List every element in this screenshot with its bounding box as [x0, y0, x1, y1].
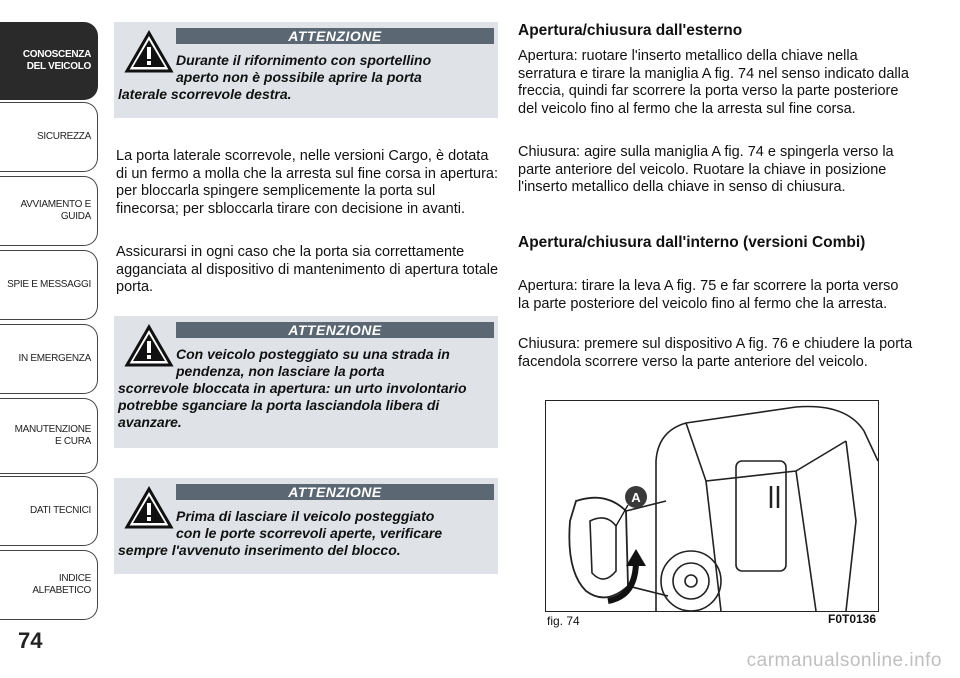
warning-text — [118, 52, 490, 103]
warning-box — [114, 316, 498, 448]
tab-label: MANUTENZIONE E CURA — [14, 424, 91, 447]
tab-spie-e-messaggi[interactable] — [0, 250, 98, 320]
body-paragraph: Chiusura: agire sulla maniglia A fig. 74 e spingerla verso la parte anteriore del veicolo. Ruotare la chiave in posizione l'inserto metallico della chiave in senso di chiusura. — [518, 144, 894, 195]
tab-label: INDICE ALFABETICO — [32, 573, 91, 596]
warning-title: ATTENZIONE — [176, 484, 494, 500]
warning-text-line: scorrevole bloccata in apertura: un urto involontario potrebbe sganciare la porta lasciandola libera di avanzare. — [118, 380, 467, 430]
warning-text-line: Durante il rifornimento con sportellino — [176, 52, 432, 68]
warning-text-line: Prima di lasciare il veicolo posteggiato — [176, 508, 435, 524]
section-heading: Apertura/chiusura dall'esterno — [518, 22, 743, 39]
warning-box — [114, 478, 498, 574]
tab-label: AVVIAMENTO E GUIDA — [20, 199, 91, 222]
tab-manutenzione-e-cura[interactable] — [0, 398, 98, 474]
warning-title: ATTENZIONE — [176, 28, 494, 44]
tab-indice-alfabetico[interactable] — [0, 550, 98, 620]
warning-box — [114, 22, 498, 118]
figure-code: F0T0136 — [828, 612, 877, 626]
tab-label: DATI TECNICI — [29, 505, 91, 516]
tab-dati-tecnici[interactable] — [0, 476, 98, 546]
tab-label: SICUREZZA — [37, 131, 91, 142]
warning-text — [118, 346, 490, 431]
tab-in-emergenza[interactable] — [0, 324, 98, 394]
warning-text-line: pendenza, non lasciare la porta — [176, 363, 385, 379]
van-sliding-door-illustration — [546, 401, 878, 611]
warning-text-line: sempre l'avvenuto inserimento del blocco. — [118, 542, 401, 558]
body-paragraph: Apertura: ruotare l'inserto metallico della chiave nella serratura e tirare la maniglia A fig. 74 nel senso indicato dalla freccia, quindi far scorrere la porta verso la parte posteriore del veicolo fino al fermo che la arresta sul fine corsa. — [518, 48, 909, 117]
figure-label: fig. 74 — [547, 614, 580, 628]
warning-text-line: Con veicolo posteggiato su una strada in — [176, 346, 450, 362]
tab-label: IN EMERGENZA — [18, 353, 91, 364]
tab-label: CONOSCENZA DEL VEICOLO — [22, 49, 91, 72]
warning-title: ATTENZIONE — [176, 322, 494, 338]
warning-text-line: con le porte scorrevoli aperte, verificare — [176, 525, 443, 541]
body-paragraph: Apertura: tirare la leva A fig. 75 e far scorrere la porta verso la parte posteriore del veicolo fino al fermo che la arresta. — [518, 278, 899, 312]
warning-text-line: laterale scorrevole destra. — [118, 86, 292, 102]
body-paragraph: Assicurarsi in ogni caso che la porta sia correttamente agganciata al dispositivo di mantenimento di apertura totale porta. — [116, 244, 499, 295]
tab-sicurezza[interactable] — [0, 102, 98, 172]
callout-a-label: A — [631, 490, 641, 505]
figure-74 — [545, 400, 879, 612]
tab-conoscenza-del-veicolo[interactable] — [0, 22, 98, 100]
warning-text — [118, 508, 490, 559]
tab-label: SPIE E MESSAGGI — [7, 279, 91, 290]
tab-avviamento-e-guida[interactable] — [0, 176, 98, 246]
warning-text-line: aperto non è possibile aprire la porta — [176, 69, 422, 85]
body-paragraph: La porta laterale scorrevole, nelle versioni Cargo, è dotata di un fermo a molla che la arresta sul fine corsa in apertura: per bloccarla spingere semplicemente la porta sul finecorsa; per sbloccarla tirare con decisione in avanti. — [116, 148, 499, 217]
body-paragraph: Chiusura: premere sul dispositivo A fig. 76 e chiudere la porta facendola scorrere verso la parte anteriore del veicolo. — [518, 336, 913, 370]
page-number: 74 — [18, 628, 43, 653]
section-heading: Apertura/chiusura dall'interno (versioni Combi) — [518, 234, 866, 251]
watermark: carmanualsonline.info — [746, 650, 942, 671]
